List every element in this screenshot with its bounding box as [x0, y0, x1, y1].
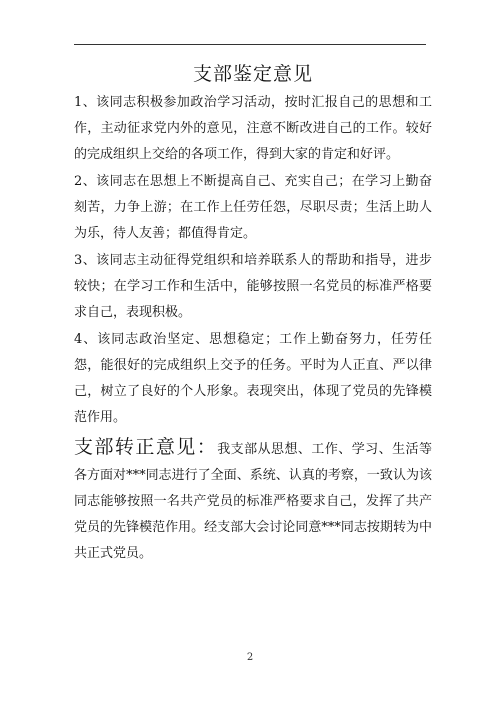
paragraph-3: 3、该同志主动征得党组织和培养联系人的帮助和指导，进步较快；在学习工作和生活中，能够按照一名党员的标准严格要求自己，表现积极。	[74, 253, 432, 320]
paragraph-1: 1、该同志积极参加政治学习活动，按时汇报自己的思想和工作，主动征求党内外的意见，注意不断改进自己的工作。较好的完成组织上交给的各项工作，得到大家的肯定和好评。	[74, 95, 432, 162]
top-rule	[74, 44, 426, 45]
conversion-opinion-heading: 支部转正意见：	[74, 436, 218, 458]
conversion-opinion-section	[74, 434, 432, 567]
conversion-opinion-body: 我支部从思想、工作、学习、生活等各方面对***同志进行了全面、系统、认真的考察，一致认为该同志能够按照一名共产党员的标准严格要求自己，发挥了共产党员的先锋模范作用。经支部大会讨论同意***同志按期转为中共正式党员。	[74, 442, 432, 561]
page-number: 2	[246, 652, 254, 663]
document-body	[74, 60, 432, 567]
paragraph-2: 2、该同志在思想上不断提高自己、充实自己；在学习上勤奋刻苦，力争上游；在工作上任劳任怨，尽职尽责；生活上助人为乐，待人友善；都值得肯定。	[74, 174, 432, 241]
paragraph-4: 4、该同志政治坚定、思想稳定；工作上勤奋努力，任劳任怨，能很好的完成组织上交予的任务。平时为人正直、严以律己，树立了良好的个人形象。表现突出，体现了党员的先锋模范作用。	[74, 332, 432, 425]
document-title: 支部鉴定意见	[192, 63, 313, 85]
